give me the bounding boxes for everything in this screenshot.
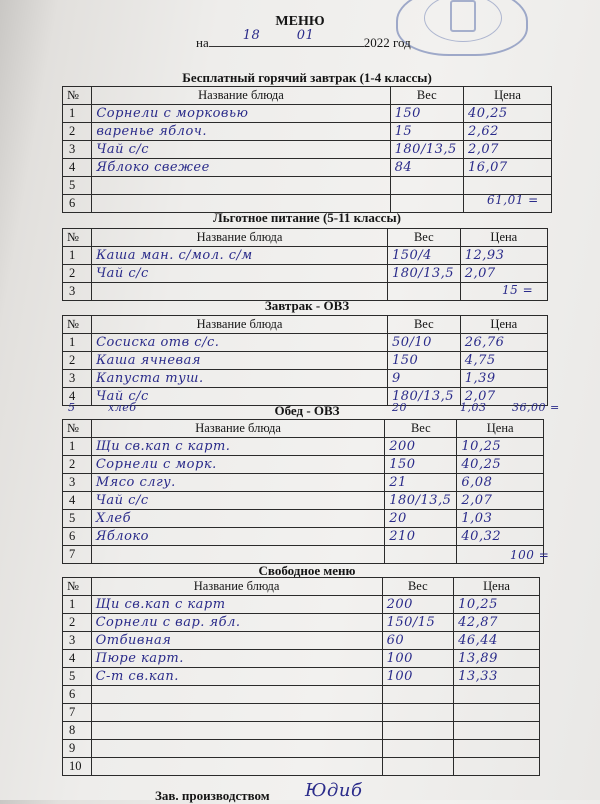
- cell-num: 3: [63, 283, 92, 301]
- cell-weight: [382, 722, 454, 740]
- section-title: Льготное питание (5-11 классы): [213, 210, 401, 225]
- cell-price: 42,87: [454, 614, 540, 632]
- column-header-num: №: [63, 578, 92, 596]
- cell-price: 16,07: [463, 159, 551, 177]
- cell-num: 8: [63, 722, 92, 740]
- column-header-num: №: [63, 420, 92, 438]
- extra-row-weight: 20: [392, 401, 407, 414]
- section-title: Завтрак - ОВЗ: [264, 298, 350, 313]
- cell-weight: 84: [390, 159, 463, 177]
- cell-price: [454, 758, 540, 776]
- cell-num: 3: [63, 370, 92, 388]
- cell-name: Чай с/с: [92, 141, 390, 159]
- column-header-num: №: [63, 87, 92, 105]
- cell-num: 4: [63, 388, 92, 406]
- cell-weight: 180/13,5: [390, 141, 463, 159]
- table-header-row: [63, 87, 552, 105]
- cell-num: 1: [63, 438, 92, 456]
- cell-weight: 50/10: [387, 334, 460, 352]
- date-day: 18: [242, 28, 261, 43]
- table-row: [63, 686, 540, 704]
- cell-weight: 180/13,5: [385, 492, 457, 510]
- cell-price: 2,62: [463, 123, 551, 141]
- cell-num: 10: [63, 758, 92, 776]
- cell-name: [91, 758, 382, 776]
- cell-weight: 60: [382, 632, 454, 650]
- column-header-num: №: [63, 229, 92, 247]
- cell-name: Чай с/с: [92, 265, 388, 283]
- cell-name: Каша ман. с/мол. с/м: [92, 247, 388, 265]
- cell-weight: [382, 758, 454, 776]
- extra-row-num: 5: [68, 401, 76, 414]
- cell-price: 13,89: [454, 650, 540, 668]
- cell-price: 26,76: [460, 334, 547, 352]
- cell-price: 40,25: [457, 456, 544, 474]
- column-header-weight: Вес: [382, 578, 454, 596]
- cell-price: 4,75: [460, 352, 547, 370]
- cell-num: 1: [63, 105, 92, 123]
- cell-weight: 150: [385, 456, 457, 474]
- cell-weight: 9: [387, 370, 460, 388]
- table-header-row: [63, 578, 540, 596]
- column-header-price: Цена: [457, 420, 544, 438]
- cell-weight: [385, 546, 457, 564]
- cell-name: Пюре карт.: [91, 650, 382, 668]
- cell-weight: [382, 740, 454, 758]
- date-month: 01: [296, 28, 315, 43]
- column-header-weight: Вес: [385, 420, 457, 438]
- cell-price: 40,32: [457, 528, 544, 546]
- column-header-price: Цена: [460, 229, 547, 247]
- cell-weight: 15: [390, 123, 463, 141]
- footer-label: Зав. производством: [155, 788, 270, 803]
- cell-price: 2,07: [457, 492, 544, 510]
- column-header-name: Название блюда: [91, 578, 382, 596]
- table-row: [63, 352, 548, 370]
- table-row: [63, 528, 544, 546]
- signature: Юдиб: [305, 780, 363, 801]
- cell-weight: 150/4: [387, 247, 460, 265]
- cell-name: Сорнели с вар. ябл.: [91, 614, 382, 632]
- extra-row-name: хлеб: [108, 401, 137, 414]
- cell-price: [454, 686, 540, 704]
- cell-name: Щи св.кап с карт: [91, 596, 382, 614]
- cell-name: Яблоко свежее: [92, 159, 390, 177]
- cell-weight: 150: [387, 352, 460, 370]
- table-row: [63, 546, 544, 564]
- table-row: [63, 740, 540, 758]
- cell-num: 2: [63, 123, 92, 141]
- cell-price: 13,33: [454, 668, 540, 686]
- table-row: [63, 492, 544, 510]
- cell-weight: 150/15: [382, 614, 454, 632]
- column-header-price: Цена: [460, 316, 547, 334]
- cell-weight: 100: [382, 668, 454, 686]
- cell-weight: 200: [385, 438, 457, 456]
- cell-name: Щи св.кап с карт.: [91, 438, 384, 456]
- cell-weight: 150: [390, 105, 463, 123]
- table-row: [63, 141, 552, 159]
- cell-num: 6: [63, 528, 92, 546]
- column-header-name: Название блюда: [92, 87, 390, 105]
- date-blank: [209, 28, 364, 47]
- cell-weight: [390, 177, 463, 195]
- cell-price: 6,08: [457, 474, 544, 492]
- cell-price: [463, 177, 551, 195]
- cell-name: [91, 722, 382, 740]
- cell-name: Яблоко: [91, 528, 384, 546]
- date-line: [196, 28, 411, 51]
- cell-num: 7: [63, 546, 92, 564]
- cell-price: 10,25: [457, 438, 544, 456]
- table-row: [63, 650, 540, 668]
- cell-weight: 210: [385, 528, 457, 546]
- column-header-num: №: [63, 316, 92, 334]
- table-row: [63, 105, 552, 123]
- menu-table: [62, 86, 552, 213]
- column-header-name: Название блюда: [92, 316, 388, 334]
- cell-price: 2,07: [463, 141, 551, 159]
- table-row: [63, 456, 544, 474]
- menu-table: [62, 228, 548, 301]
- date-prefix: на: [196, 35, 209, 50]
- table-row: [63, 668, 540, 686]
- table-header-row: [63, 420, 544, 438]
- table-row: [63, 614, 540, 632]
- cell-weight: [382, 704, 454, 722]
- table-row: [63, 247, 548, 265]
- cell-name: Хлеб: [91, 510, 384, 528]
- cell-name: Капуста туш.: [92, 370, 388, 388]
- cell-name: варенье яблоч.: [92, 123, 390, 141]
- cell-name: [91, 546, 384, 564]
- cell-num: 1: [63, 334, 92, 352]
- table-row: [63, 510, 544, 528]
- cell-price: [454, 740, 540, 758]
- cell-name: [91, 704, 382, 722]
- cell-price: [454, 722, 540, 740]
- column-header-price: Цена: [454, 578, 540, 596]
- cell-price: 1,03: [457, 510, 544, 528]
- column-header-weight: Вес: [390, 87, 463, 105]
- table-row: [63, 704, 540, 722]
- cell-num: 5: [63, 177, 92, 195]
- cell-weight: 180/13,5: [387, 388, 460, 406]
- cell-price: 10,25: [454, 596, 540, 614]
- cell-name: Чай с/с: [92, 388, 388, 406]
- table-row: [63, 632, 540, 650]
- table-row: [63, 265, 548, 283]
- cell-name: Сорнели с морковью: [92, 105, 390, 123]
- cell-num: 2: [63, 265, 92, 283]
- table-row: [63, 722, 540, 740]
- cell-num: 5: [63, 510, 92, 528]
- section-title: Бесплатный горячий завтрак (1-4 классы): [182, 70, 432, 85]
- table-row: [63, 596, 540, 614]
- table-row: [63, 123, 552, 141]
- section-total: 100 =: [510, 548, 550, 562]
- menu-title: МЕНЮ: [275, 14, 325, 29]
- cell-num: 9: [63, 740, 92, 758]
- section-total: 15 =: [502, 283, 534, 297]
- cell-num: 1: [63, 596, 92, 614]
- cell-name: С-т св.кап.: [91, 668, 382, 686]
- column-header-weight: Вес: [387, 316, 460, 334]
- column-header-name: Название блюда: [92, 229, 388, 247]
- cell-num: 3: [63, 141, 92, 159]
- cell-weight: 20: [385, 510, 457, 528]
- table-row: [63, 474, 544, 492]
- cell-weight: 21: [385, 474, 457, 492]
- cell-price: 1,39: [460, 370, 547, 388]
- cell-name: [92, 177, 390, 195]
- cell-name: [91, 686, 382, 704]
- column-header-price: Цена: [463, 87, 551, 105]
- table-row: [63, 334, 548, 352]
- cell-name: Сосиска отв с/с.: [92, 334, 388, 352]
- cell-num: 3: [63, 474, 92, 492]
- table-row: [63, 177, 552, 195]
- cell-name: Отбивная: [91, 632, 382, 650]
- menu-table: [62, 315, 548, 406]
- table-header-row: [63, 316, 548, 334]
- table-row: [63, 370, 548, 388]
- cell-num: 7: [63, 704, 92, 722]
- table-row: [63, 438, 544, 456]
- cell-num: 4: [63, 492, 92, 510]
- section-title: Свободное меню: [258, 563, 356, 578]
- menu-table: [62, 419, 544, 564]
- cell-num: 6: [63, 195, 92, 213]
- cell-weight: 100: [382, 650, 454, 668]
- column-header-name: Название блюда: [91, 420, 384, 438]
- cell-num: 2: [63, 352, 92, 370]
- cell-price: [454, 704, 540, 722]
- cell-num: 1: [63, 247, 92, 265]
- cell-num: 3: [63, 632, 92, 650]
- cell-num: 2: [63, 456, 92, 474]
- cell-name: [91, 740, 382, 758]
- cell-name: Сорнели с морк.: [91, 456, 384, 474]
- table-row: [63, 159, 552, 177]
- cell-num: 2: [63, 614, 92, 632]
- cell-weight: 180/13,5: [387, 265, 460, 283]
- menu-table: [62, 577, 540, 776]
- cell-num: 4: [63, 159, 92, 177]
- cell-weight: 200: [382, 596, 454, 614]
- table-header-row: [63, 229, 548, 247]
- cell-weight: [382, 686, 454, 704]
- cell-price: 2,07: [460, 388, 547, 406]
- section-total: 61,01 =: [487, 193, 539, 207]
- column-header-weight: Вес: [387, 229, 460, 247]
- cell-name: Чай с/с: [91, 492, 384, 510]
- cell-num: 4: [63, 650, 92, 668]
- cell-price: 40,25: [463, 105, 551, 123]
- table-row: [63, 758, 540, 776]
- cell-name: Мясо слгу.: [91, 474, 384, 492]
- cell-price: 2,07: [460, 265, 547, 283]
- cell-price: 46,44: [454, 632, 540, 650]
- cell-num: 6: [63, 686, 92, 704]
- cell-name: Каша ячневая: [92, 352, 388, 370]
- extra-row-total: 36,00 =: [512, 401, 560, 414]
- extra-row-price: 1,03: [460, 401, 487, 414]
- cell-price: 12,93: [460, 247, 547, 265]
- section-title: Обед - ОВЗ: [274, 403, 340, 418]
- date-year: 2022 год: [363, 35, 411, 50]
- cell-num: 5: [63, 668, 92, 686]
